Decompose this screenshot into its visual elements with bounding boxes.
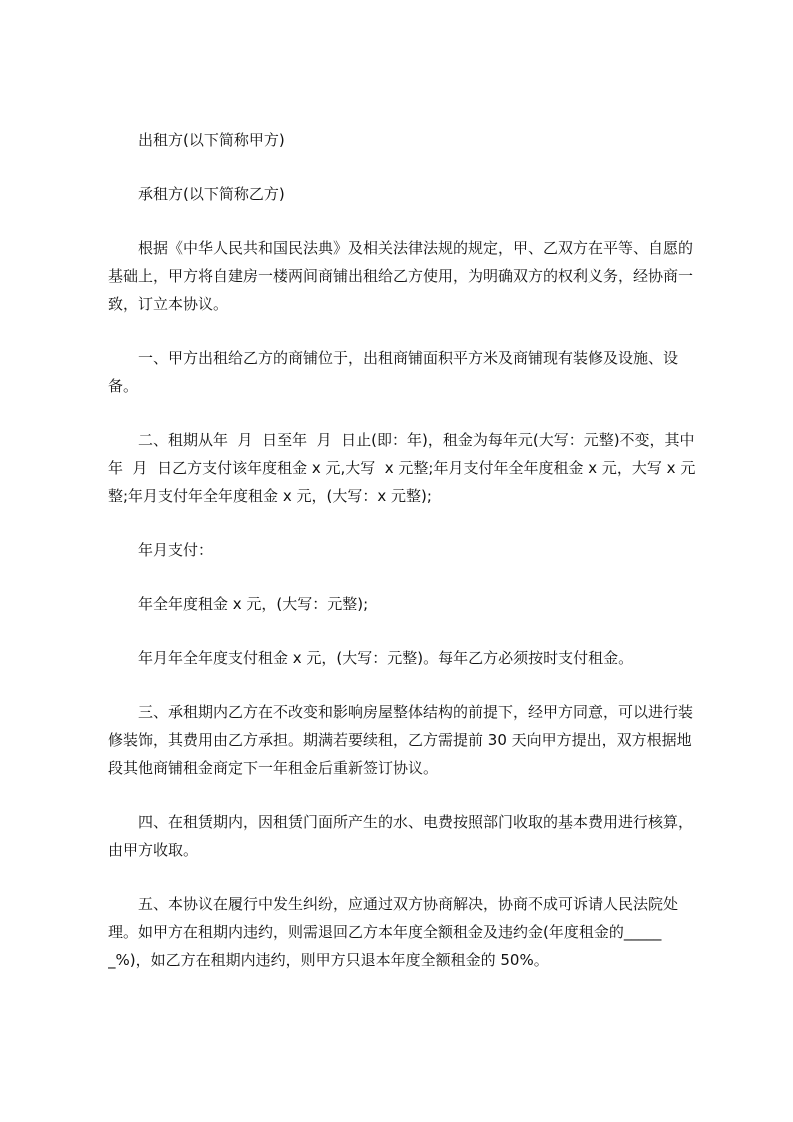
payment-line-two: 年月年全年度支付租金 x 元，(大写：元整)。每年乙方必须按时支付租金。 xyxy=(138,649,634,667)
clause-three: 三、承租期内乙方在不改变和影响房屋整体结构的前提下，经甲方同意，可以进行装修装饰，其费用由乙方承担。期满若要续租，乙方需提前 30 天向甲方提出，双方根据地段其他商铺租金商定下一年租金后重新签订协议。 xyxy=(108,703,694,777)
lessee-line: 承租方(以下简称乙方) xyxy=(138,185,285,203)
clause-one: 一、甲方出租给乙方的商铺位于，出租商铺面积平方米及商铺现有装修及设施、设备。 xyxy=(108,349,679,395)
payment-line-one: 年全年度租金 x 元，(大写：元整); xyxy=(138,595,369,613)
document-body xyxy=(108,126,698,1000)
clause-two: 二、租期从年 月 日至年 月 日止(即：年)，租金为每年元(大写：元整)不变，其中年 月 日乙方支付该年度租金 x 元,大写 x 元整;年月支付年全年度租金 x 元，大写 x 元整;年月支付年全年度租金 x 元，(大写：x 元整); xyxy=(108,431,696,505)
clause-four: 四、在租赁期内，因租赁门面所产生的水、电费按照部门收取的基本费用进行核算，由甲方收取。 xyxy=(108,813,694,859)
intro-paragraph: 根据《中华人民共和国民法典》及相关法律法规的规定，甲、乙双方在平等、自愿的基础上，甲方将自建房一楼两间商铺出租给乙方使用，为明确双方的权利义务，经协商一致，订立本协议。 xyxy=(108,239,694,313)
lessor-line: 出租方(以下简称甲方) xyxy=(138,131,285,149)
clause-five: 五、本协议在履行中发生纠纷，应通过双方协商解决，协商不成可诉请人民法院处理。如甲方在租期内违约，则需退回乙方本年度全额租金及违约金(年度租金的______%)，如乙方在租期内违约，则甲方只退本年度全额租金的 50%。 xyxy=(108,895,679,969)
payment-heading: 年月支付： xyxy=(138,541,214,559)
